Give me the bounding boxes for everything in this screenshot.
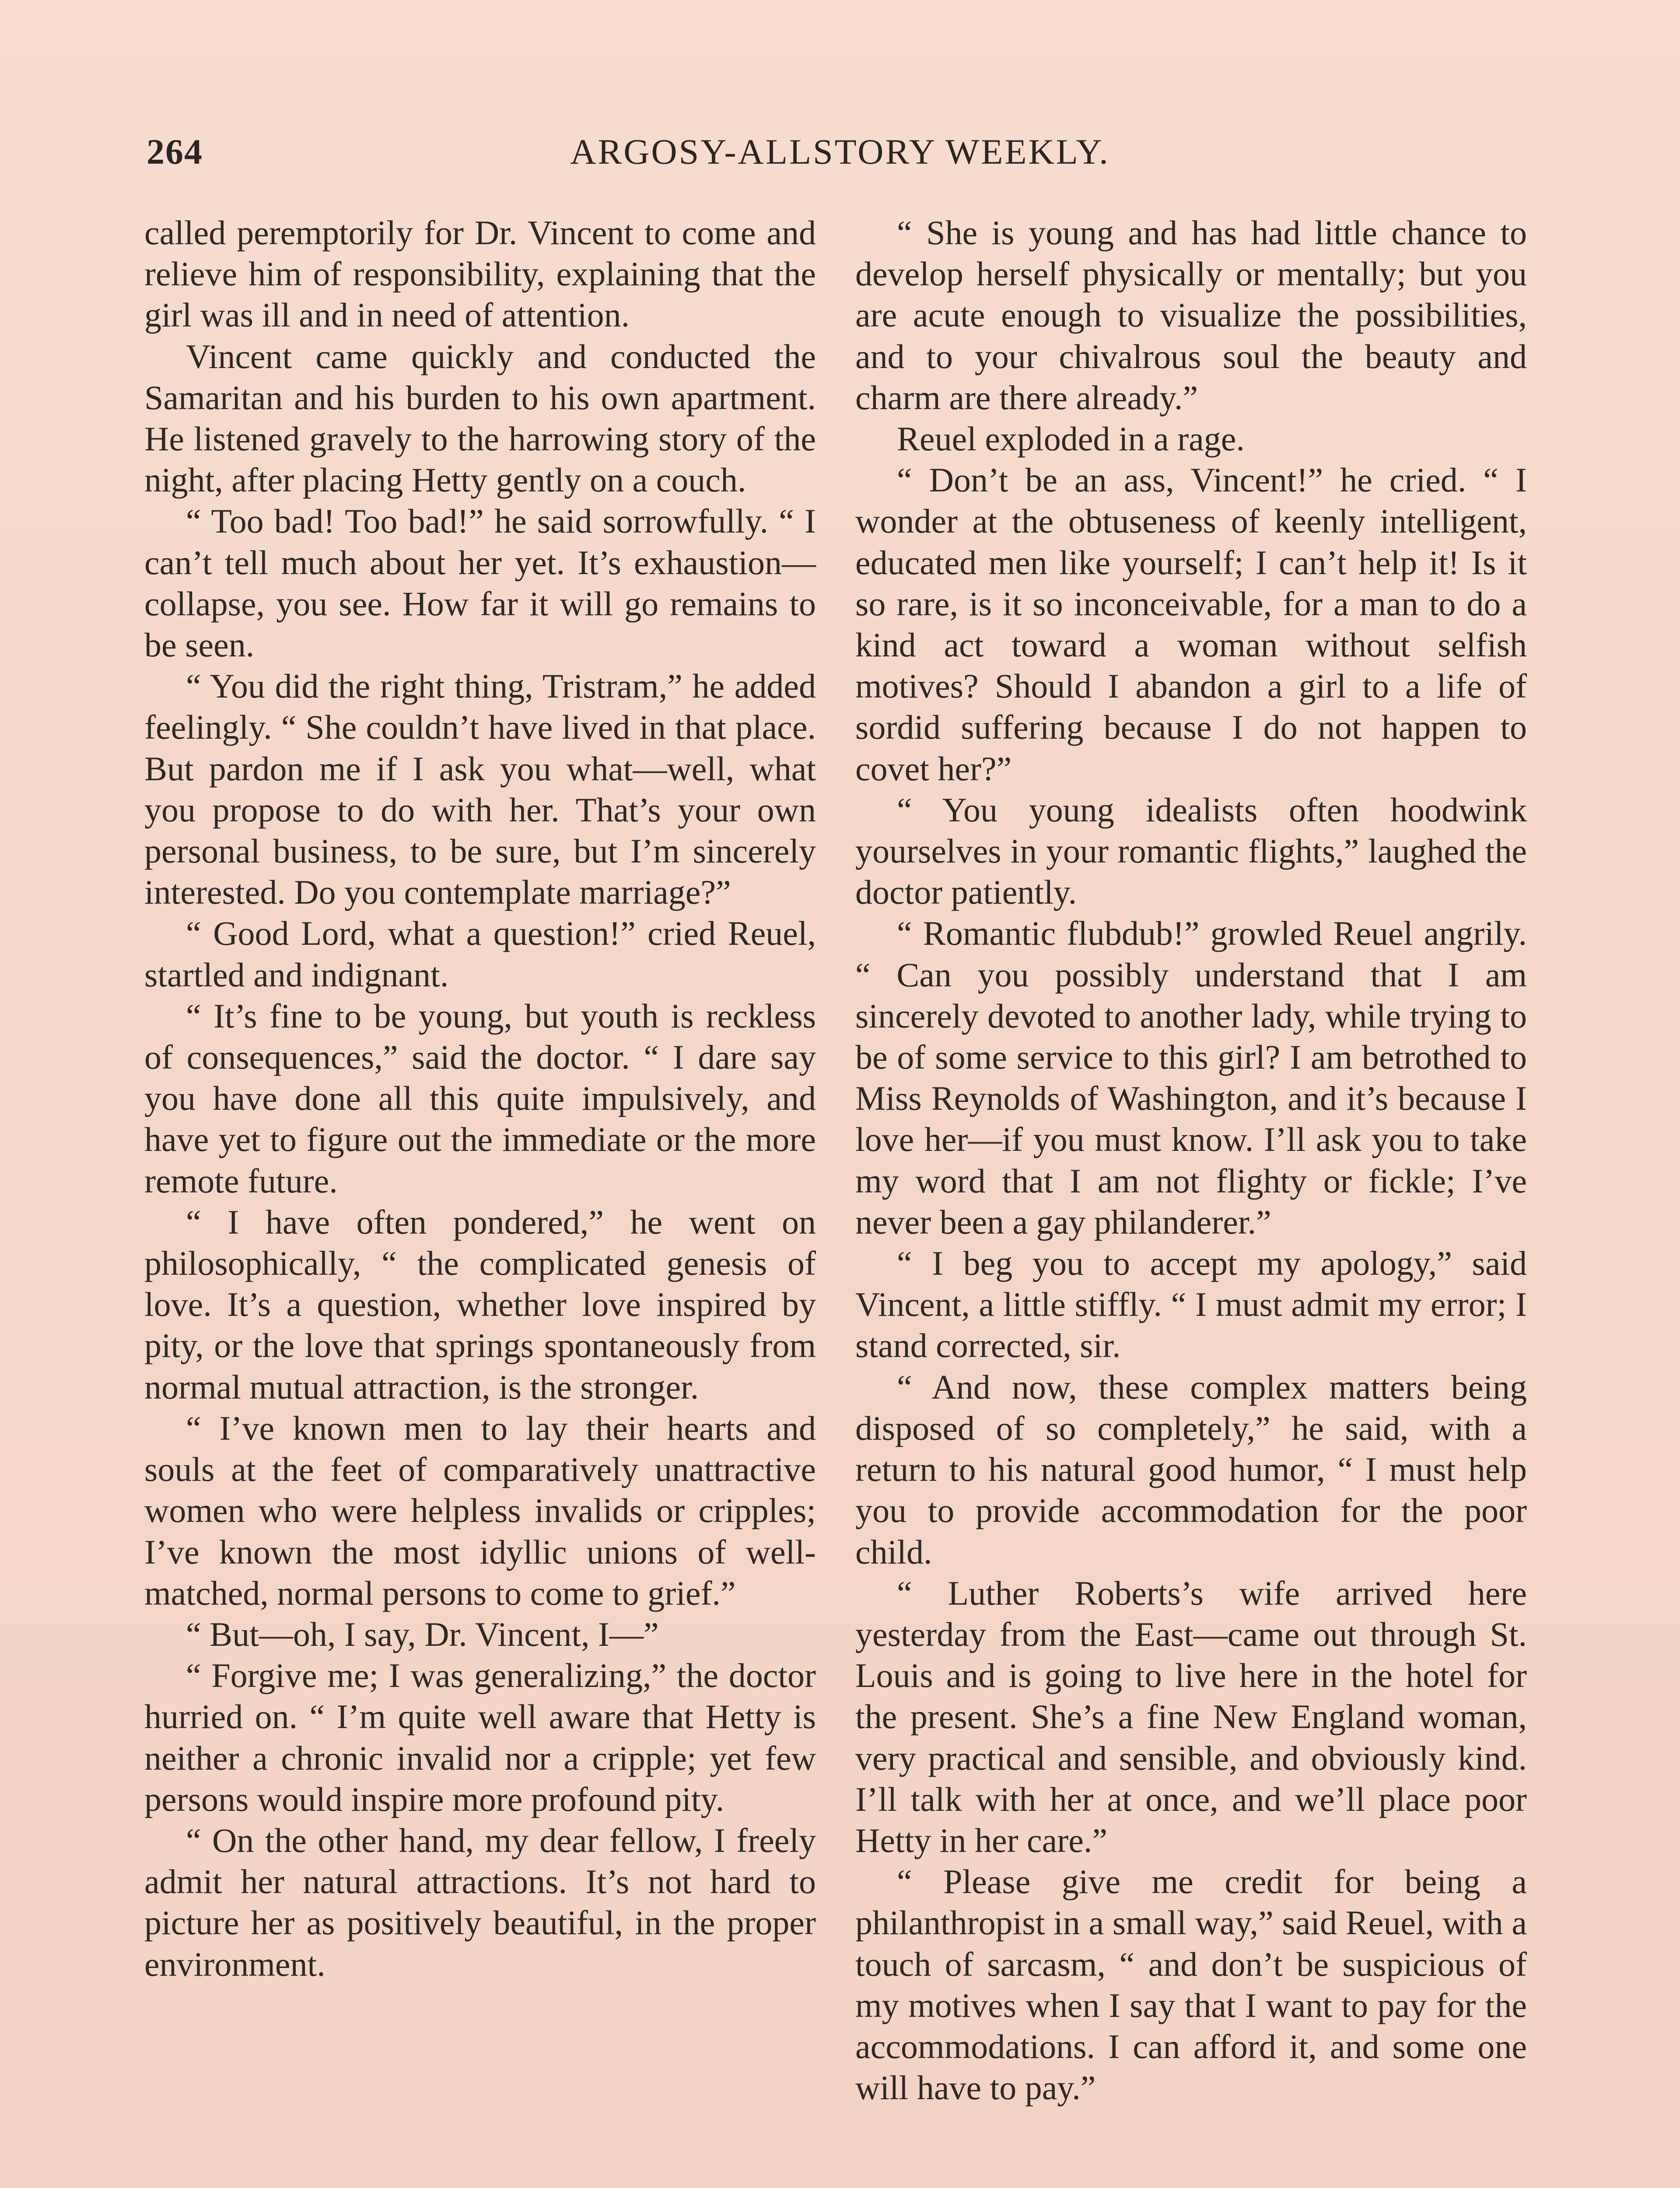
paragraph: “ You young idealists often hoodwink yourselves in your romantic flights,” laughed the doctor patiently. <box>855 790 1527 912</box>
paragraph: “ But—oh, I say, Dr. Vincent, I—” <box>186 1615 659 1653</box>
paragraph: “ Please give me credit for being a philanthropist in a small way,” said Reuel, with a touch of sarcasm, “ and don’t be suspicious of my motives when I say that I want to pay for the accommodations. I can afford it, and some one will have to pay.” <box>855 1862 1527 2107</box>
paragraph: “ You did the right thing, Tristram,” he added feelingly. “ She couldn’t have lived in that place. But pardon me if I ask you what—well, what you propose to do with her. That’s your own personal business, to be sure, but I’m sincerely interested. Do you contemplate marriage?” <box>144 667 816 912</box>
paragraph: “ Luther Roberts’s wife arrived here yesterday from the East—came out through St. Louis and is going to live here in the hotel for the present. She’s a fine New England woman, very practical and sensible, and obviously kind. I’ll talk with her at once, and we’ll place poor Hetty in her care.” <box>855 1574 1527 1859</box>
paragraph: Reuel exploded in a rage. <box>897 420 1245 458</box>
paragraph: “ Good Lord, what a question!” cried Reuel, startled and indignant. <box>144 914 816 994</box>
paragraph: “ It’s fine to be young, but youth is reckless of consequences,” said the doctor. “ I dare say you have done all this quite impulsively, and have yet to figure out the immediate or the more remote future. <box>144 996 816 1200</box>
paragraph: “ She is young and has had little chance to develop herself physically or mentally; but you are acute enough to visualize the possibilities, and to your chivalrous soul the beauty and charm are there already.” <box>855 214 1527 417</box>
paragraph: “ I beg you to accept my apology,” said Vincent, a little stiffly. “ I must admit my error; I stand corrected, sir. <box>855 1244 1527 1365</box>
paragraph: “ Too bad! Too bad!” he said sorrowfully. “ I can’t tell much about her yet. It’s exhaustion—collapse, you see. How far it will go remains to be seen. <box>144 502 816 664</box>
paragraph: “ I’ve known men to lay their hearts and souls at the feet of comparatively unattractive women who were helpless invalids or cripples; I’ve known the most idyllic unions of well-matched, normal persons to come to grief.” <box>144 1409 816 1612</box>
page-number: 264 <box>147 132 203 172</box>
paragraph: “ On the other hand, my dear fellow, I freely admit her natural attractions. It’s not hard to picture her as positively beautiful, in the proper environment. <box>144 1821 816 1983</box>
paragraph: “ I have often pondered,” he went on philosophically, “ the complicated genesis of love. It’s a question, whether love inspired by pity, or the love that springs spontaneously from normal mutual attraction, is the stronger. <box>144 1203 816 1406</box>
paragraph: “ Forgive me; I was generalizing,” the doctor hurried on. “ I’m quite well aware that Hetty is neither a chronic invalid nor a cripple; yet few persons would inspire more profound pity. <box>144 1656 816 1818</box>
paragraph: “ Romantic flubdub!” growled Reuel angrily. “ Can you possibly understand that I am sincerely devoted to another lady, while trying to be of some service to this girl? I am betrothed to Miss Reynolds of Washington, and it’s because I love her—if you must know. I’ll ask you to take my word that I am not flighty or fickle; I’ve never been a gay philanderer.” <box>855 914 1527 1241</box>
right-column <box>855 212 1527 2108</box>
paragraph: “ And now, these complex matters being disposed of so completely,” he said, with a return to his natural good humor, “ I must help you to provide accommodation for the poor child. <box>855 1368 1527 1571</box>
paragraph: “ Don’t be an ass, Vincent!” he cried. “ I wonder at the obtuseness of keenly intelligent, educated men like yourself; I can’t help it! Is it so rare, is it so inconceivable, for a man to do a kind act toward a woman without selfish motives? Should I abandon a girl to a life of sordid suffering because I do not happen to covet her?” <box>855 461 1527 788</box>
left-column <box>144 212 816 1985</box>
paragraph: called peremptorily for Dr. Vincent to come and relieve him of responsibility, explaining that the girl was ill and in need of attention. <box>144 214 816 334</box>
paragraph: Vincent came quickly and conducted the Samaritan and his burden to his own apartment. He listened gravely to the harrowing story of the night, after placing Hetty gently on a couch. <box>144 337 816 499</box>
running-title: ARGOSY-ALLSTORY WEEKLY. <box>570 132 1110 172</box>
page-header <box>147 131 1533 179</box>
